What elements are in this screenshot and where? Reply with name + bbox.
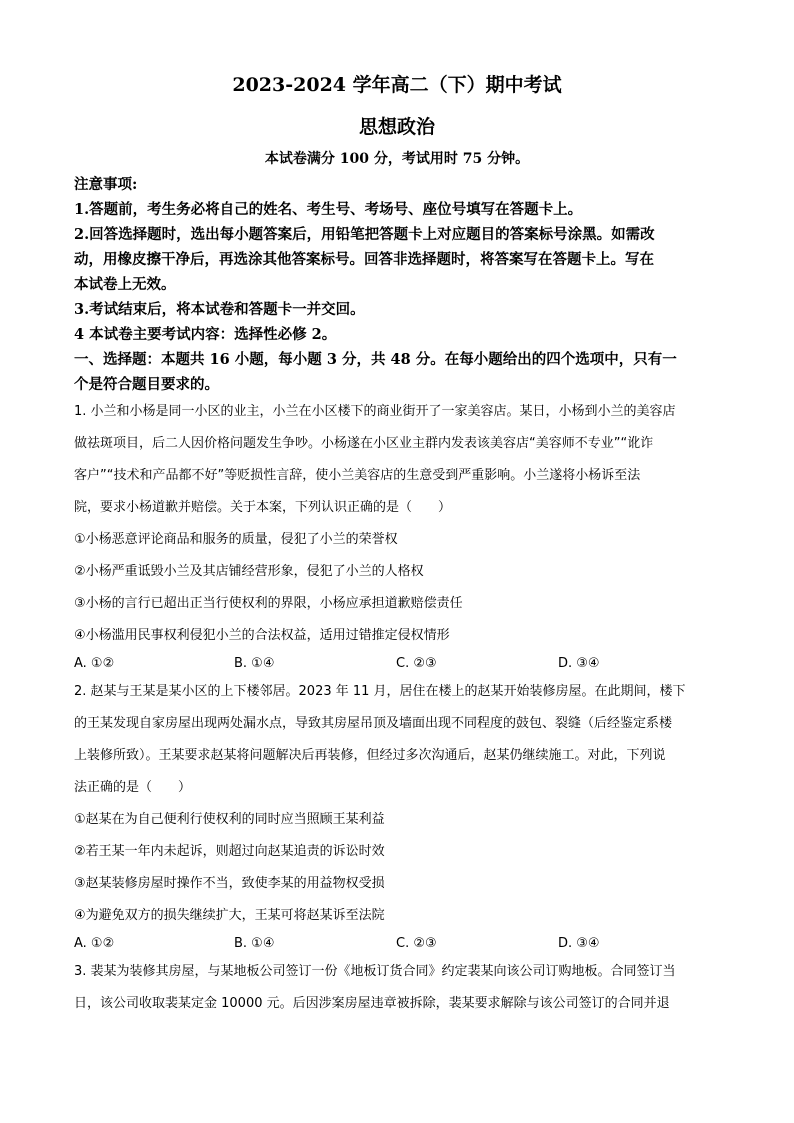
question-text: 客户”“技术和产品都不好”等贬损性言辞，使小兰美容店的生意受到严重影响。小兰遂将小杨诉至法: [74, 468, 641, 483]
question-text: 做祛斑项目，后二人因价格问题发生争吵。小杨遂在小区业主群内发表该美容店“美容师不专业”“讹诈: [74, 436, 654, 451]
answer-option-b: B. ①④: [234, 656, 275, 671]
answer-option-b: B. ①④: [234, 936, 275, 951]
question-text: 院，要求小杨道歉并赔偿。关于本案，下列认识正确的是（ ）: [74, 500, 452, 515]
question-text: 1. 小兰和小杨是同一小区的业主，小兰在小区楼下的商业街开了一家美容店。某日，小杨到小兰的美容店: [74, 404, 676, 419]
question-text: 的王某发现自家房屋出现两处漏水点，导致其房屋吊顶及墙面出现不同程度的鼓包、裂缝（后经鉴定系楼: [74, 716, 673, 731]
statement-item: ④小杨滥用民事权利侵犯小兰的合法权益，适用过错推定侵权情形: [74, 628, 450, 643]
question-text: 日，该公司收取裴某定金 10000 元。后因涉案房屋违章被拆除，裴某要求解除与该公司签订的合同并退: [74, 996, 670, 1011]
statement-item: ①赵某在为自己便利行使权利的同时应当照顾王某利益: [74, 812, 385, 827]
statement-item: ②小杨严重诋毁小兰及其店铺经营形象，侵犯了小兰的人格权: [74, 564, 424, 579]
answer-option-d: D. ③④: [558, 656, 600, 671]
answer-option-c: C. ②③: [396, 936, 437, 951]
notice-line: 动，用橡皮擦干净后，再选涂其他答案标号。回答非选择题时，将答案写在答题卡上。写在: [74, 251, 654, 268]
statement-item: ①小杨恶意评论商品和服务的质量，侵犯了小兰的荣誉权: [74, 532, 398, 547]
notice-line: 4 本试卷主要考试内容：选择性必修 2。: [74, 326, 337, 343]
notice-line: 3.考试结束后，将本试卷和答题卡一并交回。: [74, 301, 365, 318]
statement-item: ③小杨的言行已超出正当行使权利的界限，小杨应承担道歉赔偿责任: [74, 596, 463, 611]
statement-item: ④为避免双方的损失继续扩大，王某可将赵某诉至法院: [74, 908, 385, 923]
exam-title: 2023-2024 学年高二（下）期中考试: [232, 74, 562, 96]
notice-section: [74, 172, 724, 397]
statement-item: ③赵某装修房屋时操作不当，致使李某的用益物权受损: [74, 876, 385, 891]
subject-title: 思想政治: [358, 116, 435, 138]
notice-line: 2.回答选择题时，选出每小题答案后，用铅笔把答题卡上对应题目的答案标号涂黑。如需改: [74, 226, 655, 243]
section-heading: 个是符合题目要求的。: [74, 376, 219, 393]
notice-heading: 注意事项:: [74, 176, 138, 193]
answer-option-c: C. ②③: [396, 656, 437, 671]
question-text: 法正确的是（ ）: [74, 780, 192, 795]
answer-option-a: A. ①②: [74, 936, 115, 951]
exam-info: 本试卷满分 100 分，考试用时 75 分钟。: [264, 151, 530, 167]
notice-line: 本试卷上无效。: [74, 276, 176, 293]
answer-option-d: D. ③④: [558, 936, 600, 951]
answer-option-a: A. ①②: [74, 656, 115, 671]
statement-item: ②若王某一年内未起诉，则超过向赵某追责的诉讼时效: [74, 844, 385, 859]
question-text: 2. 赵某与王某是某小区的上下楼邻居。2023 年 11 月，居住在楼上的赵某开始装修房屋。在此期间，楼下: [74, 684, 686, 699]
question-text: 上装修所致）。王某要求赵某将问题解决后再装修，但经过多次沟通后，赵某仍继续施工。对此，下列说: [74, 748, 666, 763]
question-text: 3. 裴某为装修其房屋，与某地板公司签订一份《地板订货合同》约定裴某向该公司订购地板。合同签订当: [74, 964, 676, 979]
section-heading: 一、选择题：本题共 16 小题，每小题 3 分，共 48 分。在每小题给出的四个选项中，只有一: [74, 351, 677, 368]
notice-line: 1.答题前，考生务必将自己的姓名、考生号、考场号、座位号填写在答题卡上。: [74, 201, 583, 218]
